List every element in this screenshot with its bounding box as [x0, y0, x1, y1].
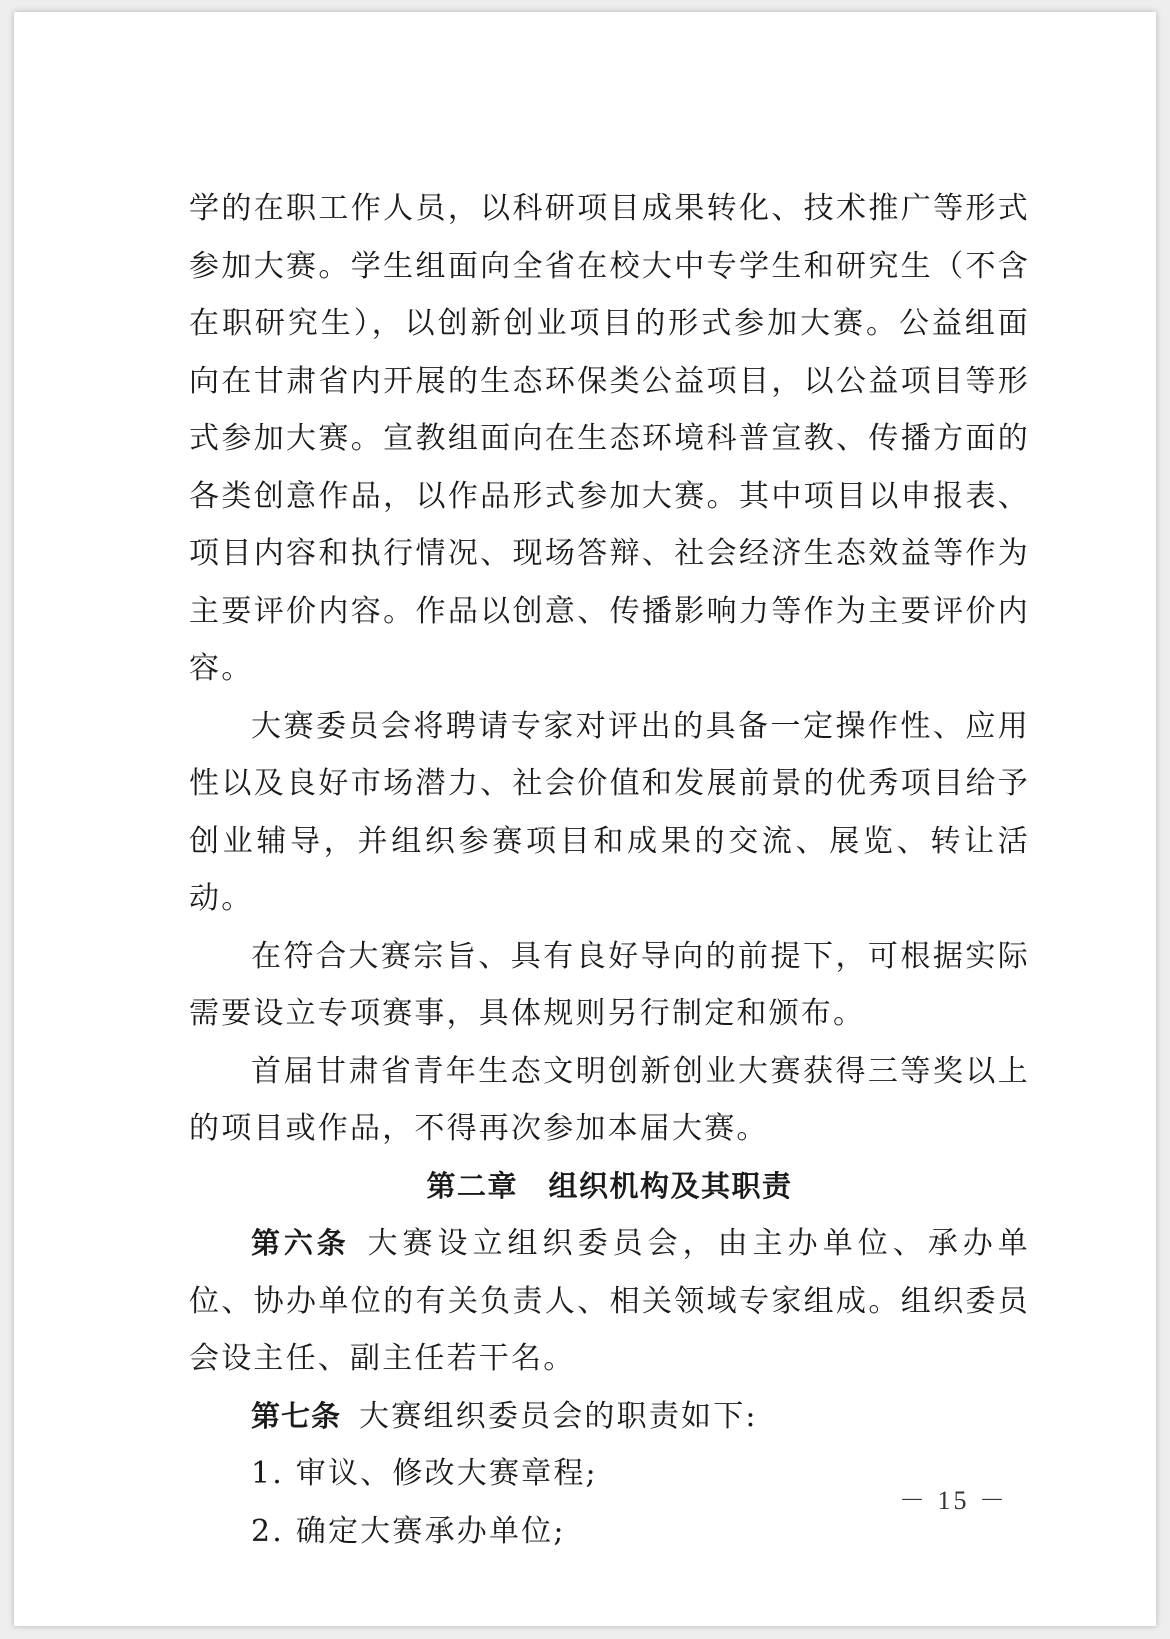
article-six-text: 大赛设立组织委员会，由主办单位、承办单位、协办单位的有关负责人、相关领域专家组成。组织委员会设主任、副主任若干名。 [189, 1226, 1030, 1376]
paragraph-expert-guidance: 大赛委员会将聘请专家对评出的具备一定操作性、应用性以及良好市场潜力、社会价值和发展前景的优秀项目给予创业辅导，并组织参赛项目和成果的交流、展览、转让活动。 [189, 708, 1030, 916]
paragraph-previous-winners: 首届甘肃省青年生态文明创新创业大赛获得三等奖以上的项目或作品，不得再次参加本届大赛。 [189, 1053, 1030, 1146]
article-six-label: 第六条 [251, 1226, 350, 1260]
page-number: － 15 － [898, 1486, 1008, 1515]
article-seven-label: 第七条 [251, 1398, 342, 1433]
list-item: 2. 确定大赛承办单位; [251, 1513, 566, 1549]
chapter-heading: 第二章 组织机构及其职责 [426, 1168, 793, 1203]
list-item: 1. 审议、修改大赛章程; [251, 1456, 598, 1491]
article-seven-text: 大赛组织委员会的职责如下: [359, 1398, 758, 1434]
document-page [14, 12, 1156, 1626]
page-content [189, 180, 1030, 1560]
paragraph-eligibility: 学的在职工作人员，以科研项目成果转化、技术推广等形式参加大赛。学生组面向全省在校大中专学生和研究生（不含在职研究生），以创新创业项目的形式参加大赛。公益组面向在甘肃省内开展的生态环保类公益项目，以公益项目等形式参加大赛。宣教组面向在生态环境科普宣教、传播方面的各类创意作品，以作品形式参加大赛。其中项目以申报表、项目内容和执行情况、现场答辩、社会经济生态效益等作为主要评价内容。作品以创意、传播影响力等作为主要评价内容。 [189, 191, 1030, 686]
article-seven [189, 1388, 1030, 1446]
paragraph-special-events: 在符合大赛宗旨、具有良好导向的前提下，可根据实际需要设立专项赛事，具体规则另行制定和颁布。 [189, 938, 1030, 1031]
article-six [189, 1215, 1030, 1388]
